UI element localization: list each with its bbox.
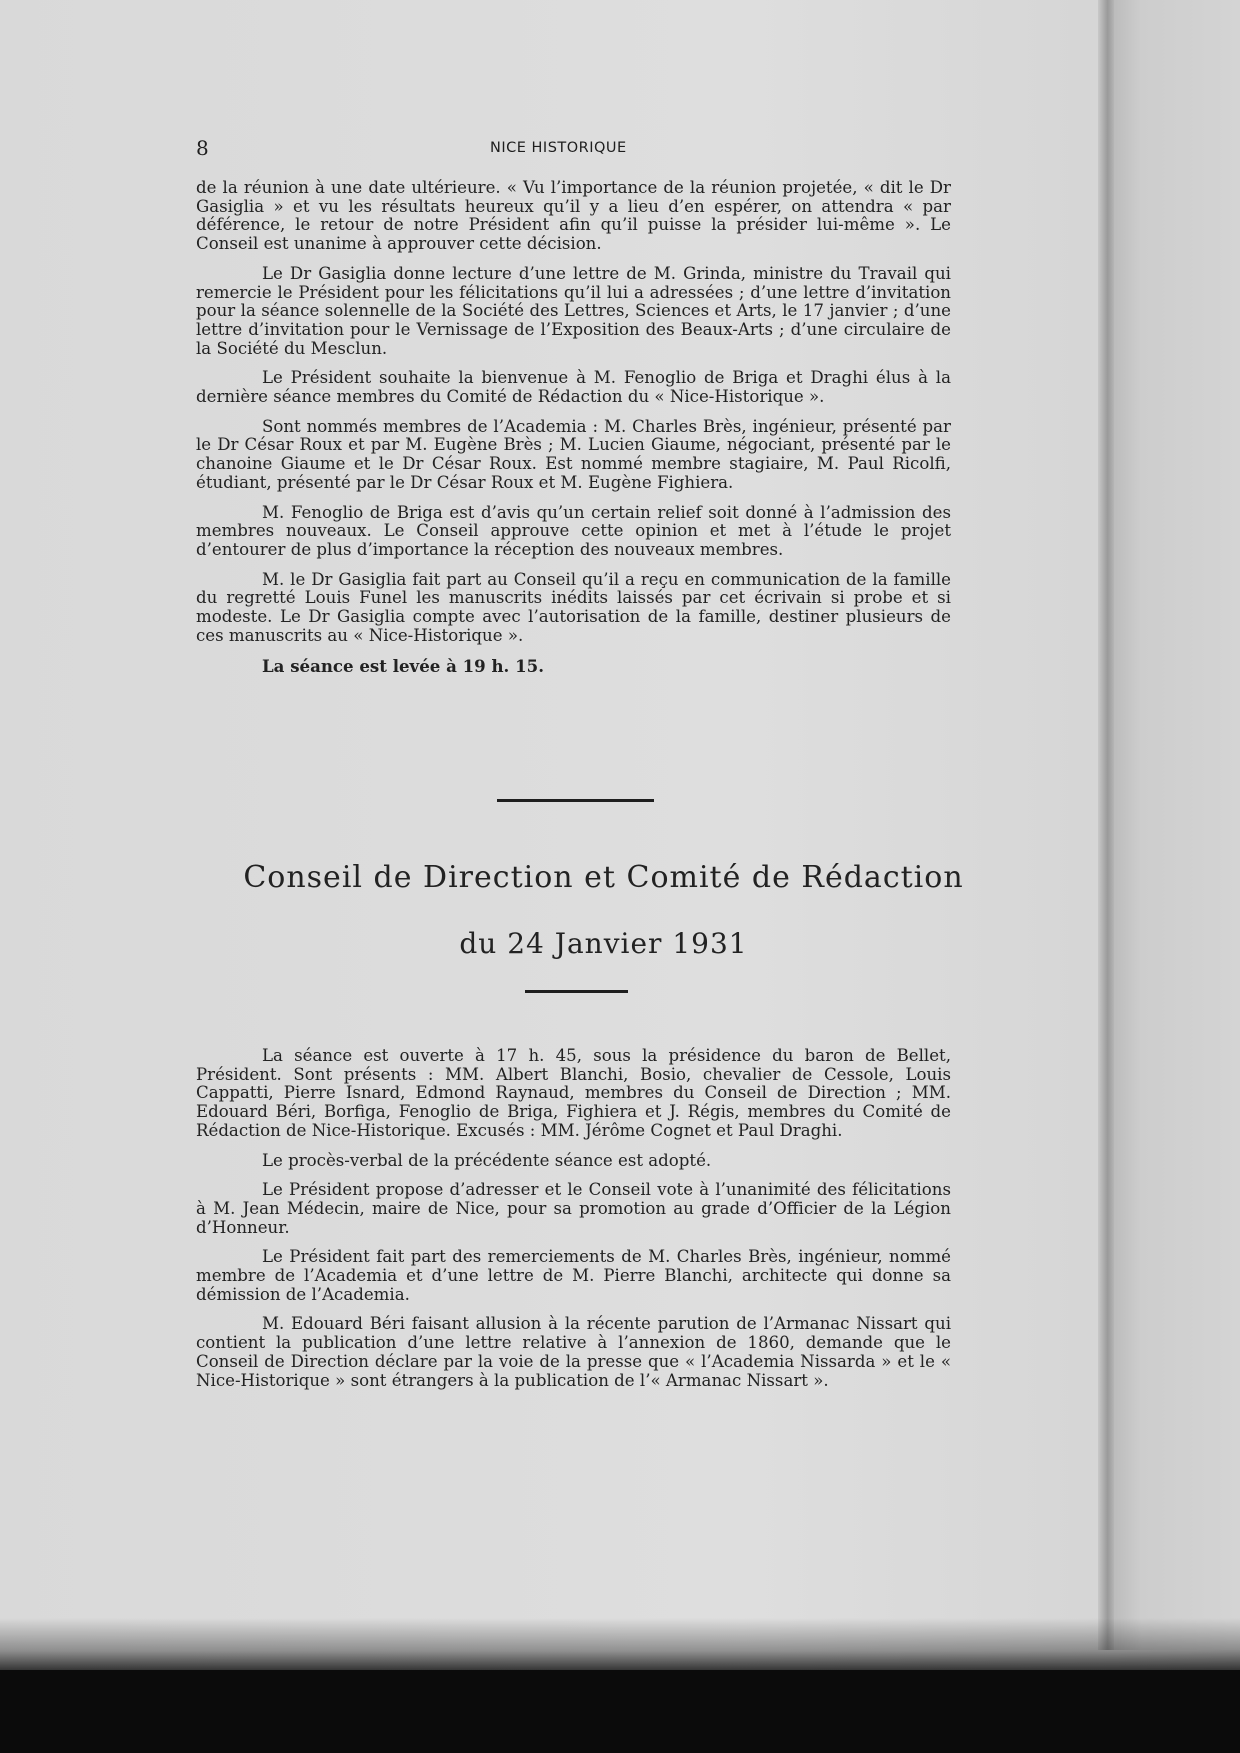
paragraph: M. le Dr Gasiglia fait part au Conseil qu’il a reçu en communication de la famille du regretté Louis Funel les manuscrits inédits laissés par cet écrivain si probe et si modeste. Le Dr Gasiglia compte avec l’autorisation de la famille, destiner plusieurs de ces manuscrits au « Nice-Historique ». bbox=[196, 569, 951, 645]
closing-line: La séance est levée à 19 h. 15. bbox=[262, 656, 544, 677]
paragraph: Le procès-verbal de la précédente séance est adopté. bbox=[262, 1150, 712, 1170]
paragraph: Le Dr Gasiglia donne lecture d’une lettre de M. Grinda, ministre du Travail qui remercie le Président pour les félicitations qu’il lui a adressées ; d’une lettre d’invitation pour la séance solennelle de la Société des Lettres, Sciences et Arts, le 17 janvier ; d’une lettre d’invitation pour le Vernissage de l’Exposition des Beaux-Arts ; d’une circulaire de la Société du Mesclun. bbox=[196, 263, 951, 358]
paragraph: La séance est ouverte à 17 h. 45, sous la présidence du baron de Bellet, Président. Sont présents : MM. Albert Blanchi, Bosio, chevalier de Cessole, Louis Cappatti, Pierre Isnard, Edmond Raynaud, membres du Conseil de Direction ; MM. Edouard Béri, Borfiga, Fenoglio de Briga, Fighiera et J. Régis, membres du Comité de Rédaction de Nice-Historique. Excusés : MM. Jérôme Cognet et Paul Draghi. bbox=[196, 1046, 951, 1140]
title-underline bbox=[525, 990, 628, 993]
scan-shadow bbox=[0, 1618, 1240, 1678]
paragraph: Sont nommés membres de l’Academia : M. Charles Brès, ingénieur, présenté par le Dr César Roux et par M. Eugène Brès ; M. Lucien Giaume, négociant, présenté par le chanoine Giaume et le Dr César Roux. Est nommé membre stagiaire, M. Paul Ricolfi, étudiant, présenté par le Dr César Roux et M. Eugène Fighiera. bbox=[196, 416, 951, 492]
facing-page-edge bbox=[1108, 0, 1240, 1650]
paragraph: Le Président fait part des remerciements de M. Charles Brès, ingénieur, nommé membre de l’Academia et d’une lettre de M. Pierre Blanchi, architecte qui donne sa démission de l’Academia. bbox=[196, 1247, 951, 1304]
section-title: Conseil de Direction et Comité de Rédaction bbox=[243, 860, 964, 895]
page-number: 8 bbox=[196, 136, 209, 160]
paragraph: Le Président propose d’adresser et le Conseil vote à l’unanimité des félicitations à M. Jean Médecin, maire de Nice, pour sa promotion au grade d’Officier de la Légion d’Honneur. bbox=[196, 1180, 951, 1237]
book-gutter bbox=[1098, 0, 1114, 1650]
paragraph: de la réunion à une date ultérieure. « Vu l’importance de la réunion projetée, « dit le Dr Gasiglia » et vu les résultats heureux qu’il y a lieu d’en espérer, on attendra « par déférence, le retour de notre Président afin qu’il puisse la présider lui-même ». Le Conseil est unanime à approuver cette décision. bbox=[196, 178, 951, 254]
paragraph: M. Fenoglio de Briga est d’avis qu’un certain relief soit donné à l’admission des membres nouveaux. Le Conseil approuve cette opinion et met à l’étude le projet d’entourer de plus d’importance la réception des nouveaux membres. bbox=[196, 502, 951, 559]
paragraph: M. Edouard Béri faisant allusion à la récente parution de l’Armanac Nissart qui contient la publication d’une lettre relative à l’annexion de 1860, demande que le Conseil de Direction déclare par la voie de la presse que « l’Academia Nissarda » et le « Nice-Historique » sont étrangers à la publication de l’« Armanac Nissart ». bbox=[196, 1314, 951, 1390]
minutes-continuation bbox=[196, 179, 951, 687]
paragraph: Le Président souhaite la bienvenue à M. Fenoglio de Briga et Draghi élus à la dernière séance membres du Comité de Rédaction du « Nice-Historique ». bbox=[196, 368, 951, 407]
minutes-body bbox=[196, 1047, 951, 1401]
running-title: NICE HISTORIQUE bbox=[490, 140, 627, 156]
scan-border bbox=[0, 1670, 1240, 1753]
section-date: du 24 Janvier 1931 bbox=[459, 927, 748, 960]
section-divider bbox=[497, 799, 654, 802]
